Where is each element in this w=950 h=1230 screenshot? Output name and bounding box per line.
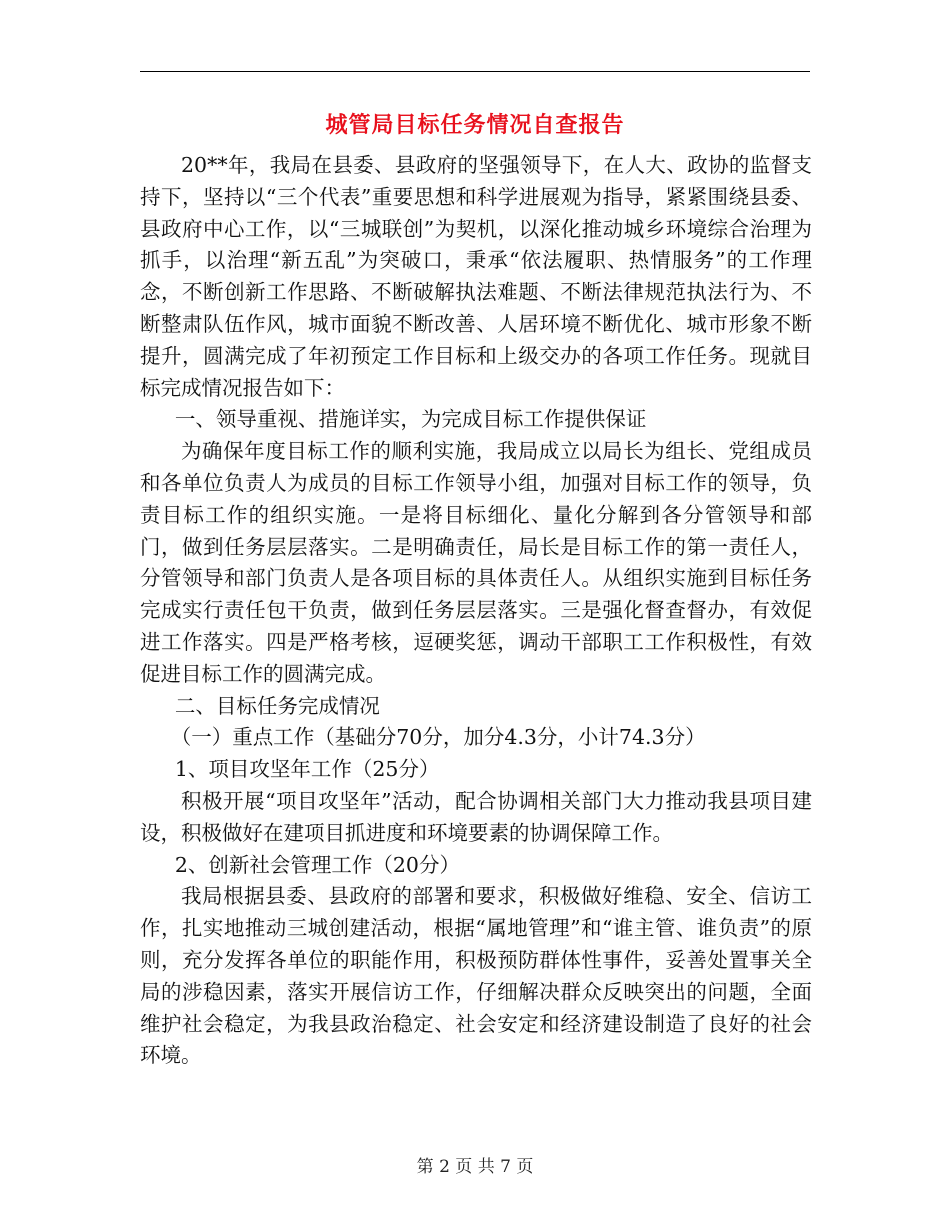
subsection-heading-key-work: （一）重点工作（基础分70分，加分4.3分，小计74.3分） — [170, 725, 706, 750]
header-rule — [140, 71, 810, 72]
section-1-paragraph: 为确保年度目标工作的顺利实施，我局成立以局长为组长、党组成员和各单位负责人为成员的目标工作领导小组，加强对目标工作的领导，负责目标工作的组织实施。一是将目标细化、量化分解到各分管领导和部门，做到任务层层落实。二是明确责任，局长是目标工作的第一责任人，分管领导和部门负责人是各项目标的具体责任人。从组织实施到目标任务完成实行责任包干负责，做到任务层层落实。三是强化督查督办，有效促进工作落实。四是严格考核，逗硬奖惩，调动干部职工工作积极性，有效促进目标工作的圆满完成。 — [140, 439, 812, 686]
section-heading-1: 一、领导重视、措施详实，为完成目标工作提供保证 — [174, 407, 647, 432]
document-body — [140, 150, 812, 1072]
document-title: 城管局目标任务情况自查报告 — [325, 113, 625, 138]
item-heading-2: 2、创新社会管理工作（20分） — [174, 852, 460, 877]
item-heading-1: 1、项目攻坚年工作（25分） — [174, 757, 440, 782]
page-number: 第 2 页 共 7 页 — [416, 1157, 534, 1177]
item-1-paragraph: 积极开展“项目攻坚年”活动，配合协调相关部门大力推动我县项目建设，积极做好在建项目抓进度和环境要素的协调保障工作。 — [140, 788, 812, 845]
intro-paragraph: 20**年，我局在县委、县政府的坚强领导下，在人大、政协的监督支持下，坚持以“三个代表”重要思想和科学进展观为指导，紧紧围绕县委、县政府中心工作，以“三城联创”为契机，以深化推动城乡环境综合治理为抓手，以治理“新五乱”为突破口，秉承“依法履职、热情服务”的工作理念，不断创新工作思路、不断破解执法难题、不断法律规范执法行为、不断整肃队伍作风，城市面貌不断改善、人居环境不断优化、城市形象不断提升，圆满完成了年初预定工作目标和上级交办的各项工作任务。现就目标完成情况报告如下： — [140, 153, 812, 400]
section-heading-2: 二、目标任务完成情况 — [174, 693, 380, 718]
item-2-paragraph: 我局根据县委、县政府的部署和要求，积极做好维稳、安全、信访工作，扎实地推动三城创建活动，根据“属地管理”和“谁主管、谁负责”的原则，充分发挥各单位的职能作用，积极预防群体性事件，妥善处置事关全局的涉稳因素，落实开展信访工作，仔细解决群众反映突出的问题，全面维护社会稳定，为我县政治稳定、社会安定和经济建设制造了良好的社会环境。 — [140, 884, 812, 1068]
